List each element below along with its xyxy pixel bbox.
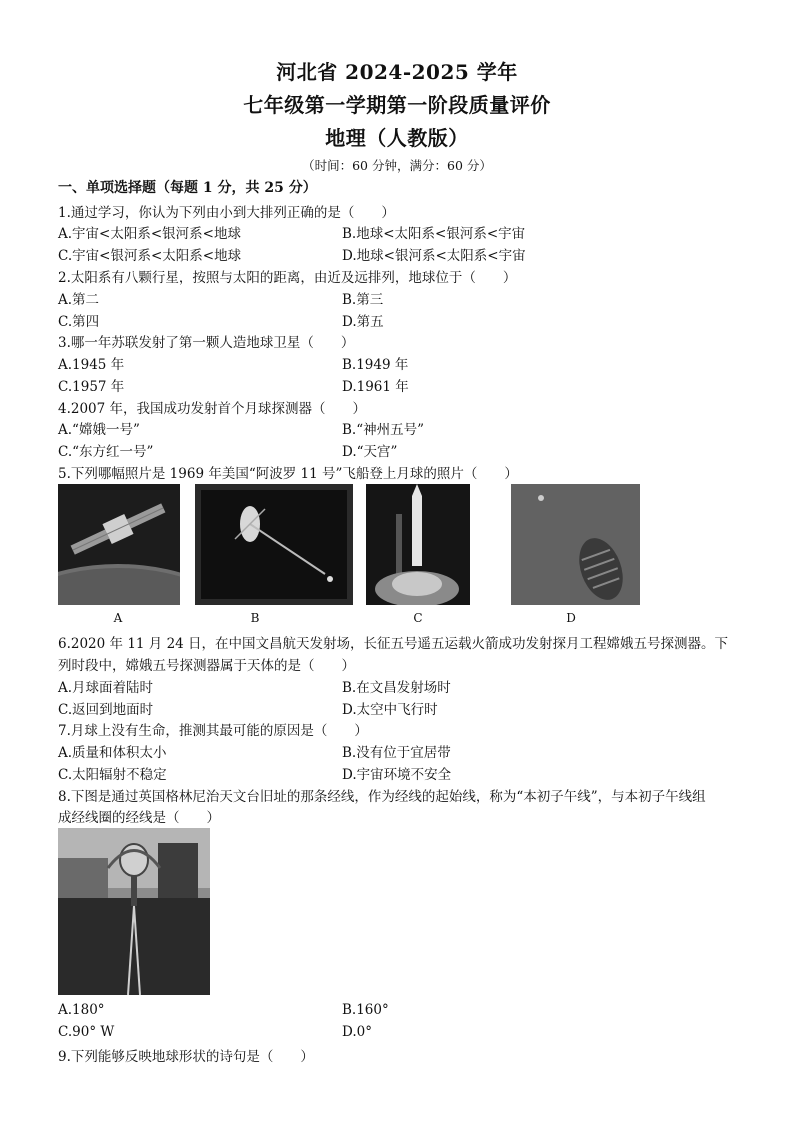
option-b: B.160° [342,1002,389,1018]
option-a: A.“嫦娥一号” [58,422,140,438]
question-stem: 9.下列能够反映地球形状的诗句是（ ） [58,1049,314,1065]
question-stem-continued: 列时段中，嫦娥五号探测器属于天体的是（ ） [58,658,355,674]
question-stem: 5.下列哪幅照片是 1969 年美国“阿波罗 11 号”飞船登上月球的照片（ ） [58,466,518,482]
photo-satellite [58,484,180,605]
option-d: D.第五 [342,314,384,330]
section-heading: 一、单项选择题（每题 1 分，共 25 分） [58,180,317,196]
option-c: C.太阳辐射不稳定 [58,767,167,783]
option-c: C.“东方红一号” [58,444,154,460]
option-a: A.质量和体积太小 [58,745,167,761]
question-stem: 2.太阳系有八颗行星，按照与太阳的距离，由近及远排列，地球位于（ ） [58,270,517,286]
option-b: B.没有位于宜居带 [342,745,451,761]
title-grade-term: 七年级第一学期第一阶段质量评价 [243,93,551,117]
option-d: D.“天宫” [342,444,398,460]
title-subject: 地理（人教版） [325,126,469,150]
photo-greenwich-meridian [58,828,210,995]
question-stem: 6.2020 年 11 月 24 日，在中国文昌航天发射场，长征五号遥五运载火箭成功发射探月工程嫦娥五号探测器。下 [58,636,729,652]
question-stem: 3.哪一年苏联发射了第一颗人造地球卫星（ ） [58,335,355,351]
question-stem: 1.通过学习，你认为下列由小到大排列正确的是（ ） [58,205,395,221]
option-d: D.0° [342,1024,372,1040]
option-a: A.180° [58,1002,105,1018]
option-c: C.宇宙<银河系<太阳系<地球 [58,248,242,264]
option-a: A.1945 年 [58,357,125,373]
option-c: C.1957 年 [58,379,125,395]
option-b: B.地球<太阳系<银河系<宇宙 [342,226,526,242]
question-stem: 7.月球上没有生命，推测其最可能的原因是（ ） [58,723,368,739]
photo-label-a: A [113,611,123,625]
photo-rocket-launch [366,484,470,605]
photo-moon-footprint [511,484,640,605]
photo-space-probe [195,484,353,605]
title-province-year: 河北省 2024-2025 学年 [276,60,518,84]
option-d: D.宇宙环境不安全 [342,767,452,783]
question-stem: 4.2007 年，我国成功发射首个月球探测器（ ） [58,401,367,417]
option-b: B.第三 [342,292,384,308]
option-d: D.地球<银河系<太阳系<宇宙 [342,248,526,264]
photo-label-d: D [566,611,576,625]
option-d: D.1961 年 [342,379,409,395]
option-b: B.1949 年 [342,357,409,373]
option-a: A.宇宙<太阳系<银河系<地球 [58,226,241,242]
option-b: B.“神州五号” [342,422,425,438]
option-d: D.太空中飞行时 [342,702,438,718]
option-c: C.90° W [58,1024,115,1040]
question-stem: 8.下图是通过英国格林尼治天文台旧址的那条经线，作为经线的起始线，称为“本初子午线”，与本初子午线组 [58,789,706,805]
option-a: A.第二 [58,292,100,308]
option-c: C.第四 [58,314,100,330]
option-c: C.返回到地面时 [58,702,154,718]
option-a: A.月球面着陆时 [58,680,154,696]
option-b: B.在文昌发射场时 [342,680,451,696]
photo-label-c: C [413,611,423,625]
exam-info: （时间：60 分钟，满分：60 分） [302,158,492,173]
photo-label-b: B [250,611,260,625]
question-stem-continued: 成经线圈的经线是（ ） [58,810,220,826]
